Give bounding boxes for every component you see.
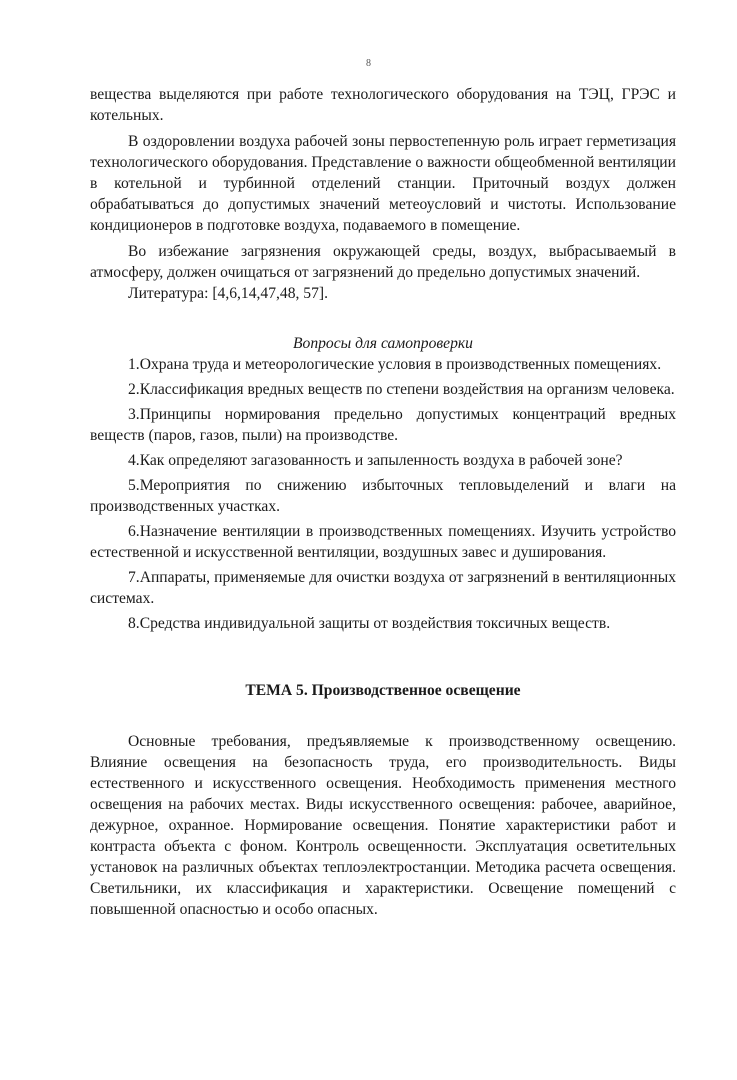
question-item: 3.Принципы нормирования предельно допустимых концентраций вредных веществ (паров, газов, пыли) на производстве. (90, 406, 676, 444)
questions-list (90, 354, 676, 634)
question-item: 5.Мероприятия по снижению избыточных тепловыделений и влаги на производственных участках. (90, 477, 676, 515)
paragraph-1: вещества выделяются при работе технологического оборудования на ТЭЦ, ГРЭС и котельных. (90, 86, 676, 124)
document-body (90, 84, 676, 920)
literature-reference: Литература: [4,6,14,47,48, 57]. (128, 285, 328, 302)
question-item: 7.Аппараты, применяемые для очистки воздуха от загрязнений в вентиляционных системах. (90, 569, 676, 607)
question-item: 8.Средства индивидуальной защиты от воздействия токсичных веществ. (128, 615, 611, 632)
page-number: 8 (366, 58, 371, 69)
question-item: 1.Охрана труда и метеорологические условия в производственных помещениях. (128, 356, 662, 373)
topic-body: Основные требования, предъявляемые к производственному освещению. Влияние освещения на безопасность труда, его производительность. Виды естественного и искусственного освещения. Необходимость применения местного освещения на рабочих местах. Виды искусственного освещения: рабочее, аварийное, дежурное, охранное. Нормирование освещения. Понятие характеристики работ и контраста объекта с фоном. Контроль освещенности. Эксплуатация осветительных установок на различных объектах теплоэлектростанции. Методика расчета освещения. Светильники, их классификация и характеристики. Освещение помещений с повышенной опасностью и особо опасных. (90, 733, 676, 918)
question-item: 4.Как определяют загазованность и запыленность воздуха в рабочей зоне? (128, 452, 623, 469)
topic-heading: ТЕМА 5. Производственное освещение (245, 682, 521, 699)
question-item: 6.Назначение вентиляции в производственных помещениях. Изучить устройство естественной и искусственной вентиляции, воздушных завес и душирования. (90, 523, 676, 561)
question-item: 2.Классификация вредных веществ по степени воздействия на организм человека. (128, 381, 675, 398)
paragraph-3: Во избежание загрязнения окружающей среды, воздух, выбрасываемый в атмосферу, должен очищаться от загрязнений до предельно допустимых значений. (90, 243, 676, 281)
paragraph-2: В оздоровлении воздуха рабочей зоны первостепенную роль играет герметизация технологического оборудования. Представление о важности общеобменной вентиляции в котельной и турбинной отделений станции. Приточный воздух должен обрабатываться до допустимых значений метеоусловий и чистоты. Использование кондиционеров в подготовке воздуха, подаваемого в помещение. (90, 133, 676, 234)
questions-title: Вопросы для самопроверки (293, 335, 473, 352)
